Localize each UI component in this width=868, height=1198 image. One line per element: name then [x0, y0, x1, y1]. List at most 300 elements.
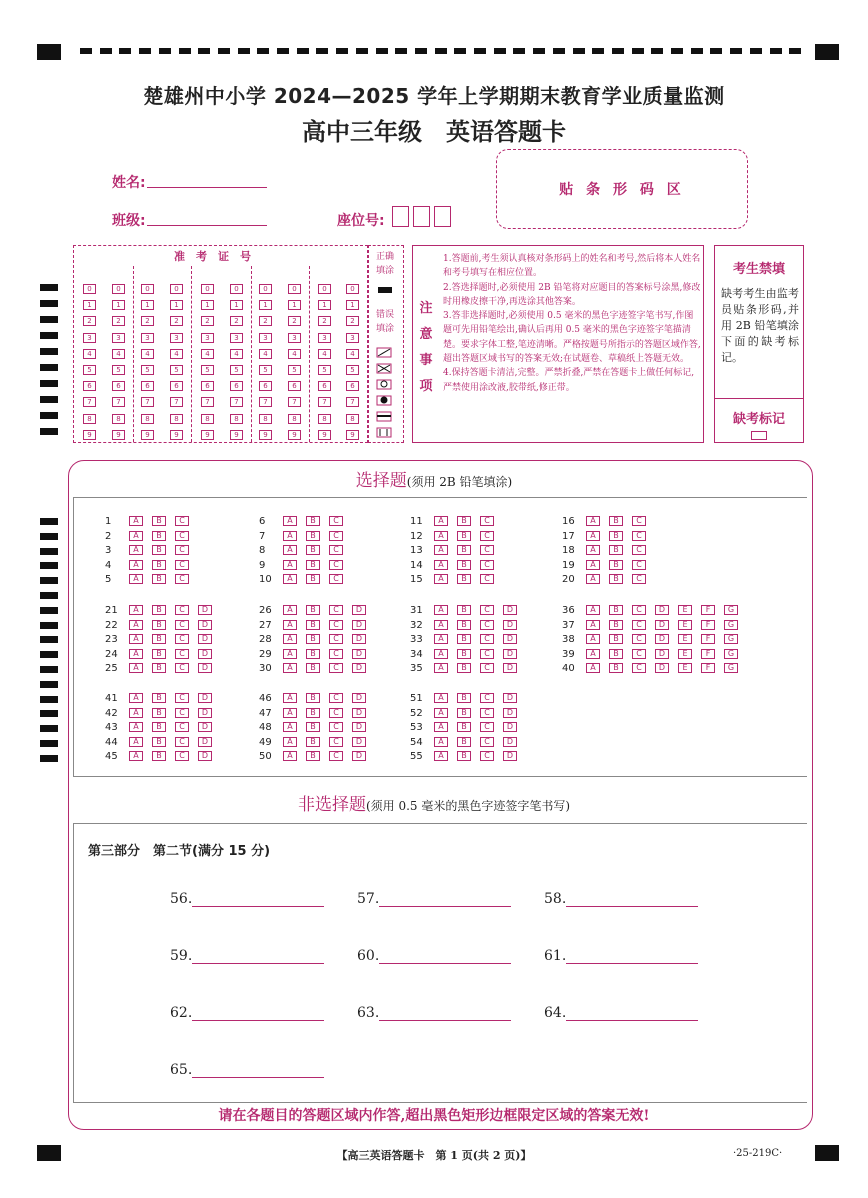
exam-id-bubble[interactable]: 8: [201, 414, 214, 424]
option-bubble-b[interactable]: B: [609, 516, 623, 526]
option-bubble-a[interactable]: A: [129, 737, 143, 747]
option-bubble-a[interactable]: A: [434, 708, 448, 718]
option-bubble-b[interactable]: B: [152, 649, 166, 659]
option-bubble-d[interactable]: D: [198, 649, 212, 659]
option-bubble-b[interactable]: B: [306, 574, 320, 584]
exam-id-bubble[interactable]: 7: [141, 397, 154, 407]
answer-line[interactable]: [566, 1007, 698, 1021]
option-bubble-a[interactable]: A: [586, 545, 600, 555]
answer-line[interactable]: [192, 893, 324, 907]
answer-line[interactable]: [566, 893, 698, 907]
exam-id-bubble[interactable]: 0: [141, 284, 154, 294]
option-bubble-c[interactable]: C: [480, 693, 494, 703]
exam-id-bubble[interactable]: 1: [83, 300, 96, 310]
option-bubble-a[interactable]: A: [129, 693, 143, 703]
option-bubble-b[interactable]: B: [457, 545, 471, 555]
answer-line[interactable]: [379, 1007, 511, 1021]
exam-id-bubble[interactable]: 3: [112, 333, 125, 343]
option-bubble-a[interactable]: A: [434, 751, 448, 761]
exam-id-bubble[interactable]: 5: [170, 365, 183, 375]
exam-id-bubble[interactable]: 4: [201, 349, 214, 359]
option-bubble-e[interactable]: E: [678, 620, 692, 630]
exam-id-bubble[interactable]: 5: [318, 365, 331, 375]
option-bubble-d[interactable]: D: [198, 751, 212, 761]
seat-box-1[interactable]: [392, 206, 409, 227]
option-bubble-c[interactable]: C: [480, 751, 494, 761]
option-bubble-e[interactable]: E: [678, 663, 692, 673]
option-bubble-g[interactable]: G: [724, 634, 738, 644]
option-bubble-e[interactable]: E: [678, 634, 692, 644]
exam-id-bubble[interactable]: 7: [346, 397, 359, 407]
option-bubble-a[interactable]: A: [434, 649, 448, 659]
exam-id-bubble[interactable]: 9: [83, 430, 96, 440]
exam-id-bubble[interactable]: 6: [170, 381, 183, 391]
exam-id-bubble[interactable]: 5: [83, 365, 96, 375]
exam-id-bubble[interactable]: 9: [170, 430, 183, 440]
option-bubble-c[interactable]: C: [480, 545, 494, 555]
option-bubble-b[interactable]: B: [306, 531, 320, 541]
option-bubble-a[interactable]: A: [129, 545, 143, 555]
option-bubble-a[interactable]: A: [434, 634, 448, 644]
option-bubble-d[interactable]: D: [352, 737, 366, 747]
option-bubble-a[interactable]: A: [129, 649, 143, 659]
option-bubble-a[interactable]: A: [434, 663, 448, 673]
option-bubble-d[interactable]: D: [503, 663, 517, 673]
exam-id-bubble[interactable]: 0: [83, 284, 96, 294]
option-bubble-a[interactable]: A: [129, 722, 143, 732]
option-bubble-d[interactable]: D: [503, 708, 517, 718]
exam-id-bubble[interactable]: 4: [141, 349, 154, 359]
exam-id-bubble[interactable]: 7: [259, 397, 272, 407]
option-bubble-g[interactable]: G: [724, 620, 738, 630]
option-bubble-c[interactable]: C: [329, 545, 343, 555]
option-bubble-a[interactable]: A: [129, 605, 143, 615]
exam-id-bubble[interactable]: 8: [288, 414, 301, 424]
exam-id-bubble[interactable]: 0: [259, 284, 272, 294]
option-bubble-b[interactable]: B: [457, 574, 471, 584]
option-bubble-b[interactable]: B: [152, 634, 166, 644]
option-bubble-b[interactable]: B: [306, 516, 320, 526]
option-bubble-b[interactable]: B: [152, 620, 166, 630]
option-bubble-a[interactable]: A: [434, 531, 448, 541]
option-bubble-a[interactable]: A: [129, 516, 143, 526]
exam-id-bubble[interactable]: 0: [230, 284, 243, 294]
option-bubble-b[interactable]: B: [609, 545, 623, 555]
option-bubble-b[interactable]: B: [152, 516, 166, 526]
option-bubble-a[interactable]: A: [434, 693, 448, 703]
option-bubble-d[interactable]: D: [198, 620, 212, 630]
option-bubble-a[interactable]: A: [283, 531, 297, 541]
option-bubble-b[interactable]: B: [152, 663, 166, 673]
exam-id-bubble[interactable]: 0: [201, 284, 214, 294]
option-bubble-a[interactable]: A: [586, 531, 600, 541]
option-bubble-b[interactable]: B: [152, 531, 166, 541]
exam-id-bubble[interactable]: 1: [288, 300, 301, 310]
answer-line[interactable]: [379, 893, 511, 907]
exam-id-bubble[interactable]: 7: [112, 397, 125, 407]
option-bubble-d[interactable]: D: [655, 620, 669, 630]
exam-id-bubble[interactable]: 0: [112, 284, 125, 294]
option-bubble-b[interactable]: B: [457, 516, 471, 526]
exam-id-bubble[interactable]: 8: [346, 414, 359, 424]
exam-id-bubble[interactable]: 6: [141, 381, 154, 391]
option-bubble-a[interactable]: A: [586, 516, 600, 526]
option-bubble-b[interactable]: B: [306, 693, 320, 703]
option-bubble-b[interactable]: B: [609, 663, 623, 673]
name-field[interactable]: [147, 187, 267, 188]
seat-box-2[interactable]: [413, 206, 430, 227]
option-bubble-c[interactable]: C: [175, 634, 189, 644]
exam-id-bubble[interactable]: 2: [318, 316, 331, 326]
exam-id-bubble[interactable]: 7: [170, 397, 183, 407]
option-bubble-d[interactable]: D: [352, 634, 366, 644]
option-bubble-f[interactable]: F: [701, 649, 715, 659]
option-bubble-a[interactable]: A: [434, 605, 448, 615]
option-bubble-d[interactable]: D: [655, 634, 669, 644]
option-bubble-c[interactable]: C: [632, 531, 646, 541]
exam-id-bubble[interactable]: 3: [288, 333, 301, 343]
option-bubble-d[interactable]: D: [655, 649, 669, 659]
exam-id-bubble[interactable]: 4: [346, 349, 359, 359]
option-bubble-d[interactable]: D: [503, 737, 517, 747]
option-bubble-c[interactable]: C: [175, 649, 189, 659]
option-bubble-b[interactable]: B: [609, 649, 623, 659]
option-bubble-a[interactable]: A: [283, 634, 297, 644]
option-bubble-b[interactable]: B: [609, 574, 623, 584]
option-bubble-c[interactable]: C: [329, 751, 343, 761]
option-bubble-b[interactable]: B: [306, 620, 320, 630]
option-bubble-d[interactable]: D: [503, 620, 517, 630]
exam-id-bubble[interactable]: 1: [230, 300, 243, 310]
option-bubble-e[interactable]: E: [678, 649, 692, 659]
exam-id-bubble[interactable]: 2: [259, 316, 272, 326]
exam-id-bubble[interactable]: 6: [318, 381, 331, 391]
exam-id-bubble[interactable]: 8: [230, 414, 243, 424]
exam-id-bubble[interactable]: 2: [83, 316, 96, 326]
option-bubble-a[interactable]: A: [129, 574, 143, 584]
option-bubble-c[interactable]: C: [329, 574, 343, 584]
option-bubble-c[interactable]: C: [175, 531, 189, 541]
option-bubble-d[interactable]: D: [198, 634, 212, 644]
option-bubble-b[interactable]: B: [609, 531, 623, 541]
exam-id-bubble[interactable]: 3: [83, 333, 96, 343]
exam-id-bubble[interactable]: 3: [318, 333, 331, 343]
option-bubble-c[interactable]: C: [175, 722, 189, 732]
exam-id-bubble[interactable]: 6: [346, 381, 359, 391]
option-bubble-a[interactable]: A: [283, 560, 297, 570]
exam-id-bubble[interactable]: 9: [141, 430, 154, 440]
option-bubble-d[interactable]: D: [352, 663, 366, 673]
option-bubble-c[interactable]: C: [329, 649, 343, 659]
exam-id-bubble[interactable]: 0: [288, 284, 301, 294]
option-bubble-c[interactable]: C: [480, 574, 494, 584]
option-bubble-b[interactable]: B: [152, 708, 166, 718]
option-bubble-c[interactable]: C: [480, 560, 494, 570]
option-bubble-a[interactable]: A: [586, 605, 600, 615]
option-bubble-d[interactable]: D: [503, 751, 517, 761]
option-bubble-b[interactable]: B: [152, 574, 166, 584]
exam-id-bubble[interactable]: 4: [288, 349, 301, 359]
exam-id-bubble[interactable]: 4: [259, 349, 272, 359]
option-bubble-c[interactable]: C: [175, 516, 189, 526]
exam-id-bubble[interactable]: 0: [170, 284, 183, 294]
option-bubble-b[interactable]: B: [306, 605, 320, 615]
option-bubble-c[interactable]: C: [329, 693, 343, 703]
exam-id-bubble[interactable]: 9: [288, 430, 301, 440]
option-bubble-c[interactable]: C: [632, 516, 646, 526]
option-bubble-d[interactable]: D: [352, 605, 366, 615]
option-bubble-b[interactable]: B: [609, 634, 623, 644]
option-bubble-b[interactable]: B: [457, 751, 471, 761]
exam-id-bubble[interactable]: 9: [346, 430, 359, 440]
option-bubble-c[interactable]: C: [632, 574, 646, 584]
option-bubble-c[interactable]: C: [329, 620, 343, 630]
option-bubble-c[interactable]: C: [329, 663, 343, 673]
option-bubble-f[interactable]: F: [701, 620, 715, 630]
option-bubble-c[interactable]: C: [175, 545, 189, 555]
option-bubble-b[interactable]: B: [306, 722, 320, 732]
option-bubble-d[interactable]: D: [198, 708, 212, 718]
exam-id-bubble[interactable]: 3: [259, 333, 272, 343]
option-bubble-c[interactable]: C: [632, 545, 646, 555]
option-bubble-d[interactable]: D: [352, 649, 366, 659]
exam-id-bubble[interactable]: 9: [318, 430, 331, 440]
exam-id-bubble[interactable]: 5: [259, 365, 272, 375]
exam-id-bubble[interactable]: 1: [112, 300, 125, 310]
option-bubble-c[interactable]: C: [632, 663, 646, 673]
option-bubble-b[interactable]: B: [609, 620, 623, 630]
exam-id-bubble[interactable]: 1: [141, 300, 154, 310]
option-bubble-a[interactable]: A: [129, 634, 143, 644]
option-bubble-a[interactable]: A: [129, 751, 143, 761]
option-bubble-g[interactable]: G: [724, 605, 738, 615]
option-bubble-c[interactable]: C: [329, 737, 343, 747]
exam-id-bubble[interactable]: 7: [83, 397, 96, 407]
exam-id-bubble[interactable]: 6: [288, 381, 301, 391]
option-bubble-a[interactable]: A: [283, 516, 297, 526]
option-bubble-c[interactable]: C: [632, 649, 646, 659]
option-bubble-b[interactable]: B: [152, 722, 166, 732]
option-bubble-a[interactable]: A: [129, 560, 143, 570]
option-bubble-b[interactable]: B: [306, 560, 320, 570]
answer-line[interactable]: [566, 950, 698, 964]
option-bubble-a[interactable]: A: [283, 574, 297, 584]
exam-id-bubble[interactable]: 8: [170, 414, 183, 424]
exam-id-bubble[interactable]: 7: [230, 397, 243, 407]
option-bubble-b[interactable]: B: [457, 620, 471, 630]
exam-id-bubble[interactable]: 6: [230, 381, 243, 391]
seat-box-3[interactable]: [434, 206, 451, 227]
option-bubble-c[interactable]: C: [480, 620, 494, 630]
option-bubble-c[interactable]: C: [175, 737, 189, 747]
option-bubble-a[interactable]: A: [129, 531, 143, 541]
exam-id-bubble[interactable]: 9: [201, 430, 214, 440]
exam-id-bubble[interactable]: 2: [201, 316, 214, 326]
exam-id-bubble[interactable]: 3: [141, 333, 154, 343]
option-bubble-c[interactable]: C: [480, 516, 494, 526]
exam-id-bubble[interactable]: 9: [230, 430, 243, 440]
exam-id-bubble[interactable]: 1: [318, 300, 331, 310]
exam-id-bubble[interactable]: 5: [346, 365, 359, 375]
exam-id-bubble[interactable]: 1: [259, 300, 272, 310]
option-bubble-d[interactable]: D: [655, 605, 669, 615]
option-bubble-d[interactable]: D: [503, 605, 517, 615]
option-bubble-a[interactable]: A: [434, 574, 448, 584]
exam-id-bubble[interactable]: 0: [318, 284, 331, 294]
option-bubble-c[interactable]: C: [632, 560, 646, 570]
option-bubble-c[interactable]: C: [632, 634, 646, 644]
exam-id-bubble[interactable]: 8: [318, 414, 331, 424]
answer-line[interactable]: [379, 950, 511, 964]
option-bubble-c[interactable]: C: [480, 634, 494, 644]
option-bubble-g[interactable]: G: [724, 663, 738, 673]
option-bubble-d[interactable]: D: [352, 708, 366, 718]
option-bubble-c[interactable]: C: [329, 605, 343, 615]
option-bubble-c[interactable]: C: [480, 531, 494, 541]
option-bubble-b[interactable]: B: [609, 605, 623, 615]
option-bubble-c[interactable]: C: [329, 722, 343, 732]
exam-id-bubble[interactable]: 8: [141, 414, 154, 424]
option-bubble-b[interactable]: B: [457, 531, 471, 541]
option-bubble-a[interactable]: A: [283, 663, 297, 673]
exam-id-bubble[interactable]: 8: [112, 414, 125, 424]
option-bubble-c[interactable]: C: [175, 574, 189, 584]
option-bubble-f[interactable]: F: [701, 605, 715, 615]
option-bubble-c[interactable]: C: [632, 605, 646, 615]
option-bubble-a[interactable]: A: [283, 708, 297, 718]
option-bubble-c[interactable]: C: [175, 693, 189, 703]
option-bubble-b[interactable]: B: [152, 693, 166, 703]
option-bubble-c[interactable]: C: [329, 634, 343, 644]
exam-id-bubble[interactable]: 1: [346, 300, 359, 310]
exam-id-bubble[interactable]: 2: [346, 316, 359, 326]
option-bubble-c[interactable]: C: [480, 649, 494, 659]
option-bubble-c[interactable]: C: [480, 722, 494, 732]
option-bubble-d[interactable]: D: [503, 649, 517, 659]
option-bubble-b[interactable]: B: [152, 605, 166, 615]
option-bubble-a[interactable]: A: [129, 620, 143, 630]
exam-id-bubble[interactable]: 4: [83, 349, 96, 359]
option-bubble-b[interactable]: B: [457, 663, 471, 673]
option-bubble-c[interactable]: C: [175, 620, 189, 630]
answer-line[interactable]: [192, 1064, 324, 1078]
exam-id-bubble[interactable]: 6: [83, 381, 96, 391]
exam-id-bubble[interactable]: 2: [288, 316, 301, 326]
option-bubble-a[interactable]: A: [283, 693, 297, 703]
option-bubble-a[interactable]: A: [434, 545, 448, 555]
exam-id-bubble[interactable]: 1: [170, 300, 183, 310]
option-bubble-a[interactable]: A: [283, 751, 297, 761]
option-bubble-a[interactable]: A: [434, 516, 448, 526]
option-bubble-b[interactable]: B: [457, 649, 471, 659]
option-bubble-b[interactable]: B: [609, 560, 623, 570]
option-bubble-b[interactable]: B: [152, 560, 166, 570]
option-bubble-a[interactable]: A: [586, 560, 600, 570]
option-bubble-a[interactable]: A: [586, 574, 600, 584]
option-bubble-d[interactable]: D: [198, 737, 212, 747]
option-bubble-d[interactable]: D: [503, 693, 517, 703]
option-bubble-b[interactable]: B: [152, 545, 166, 555]
option-bubble-b[interactable]: B: [152, 737, 166, 747]
option-bubble-c[interactable]: C: [175, 708, 189, 718]
exam-id-bubble[interactable]: 7: [201, 397, 214, 407]
exam-id-bubble[interactable]: 5: [141, 365, 154, 375]
option-bubble-b[interactable]: B: [457, 560, 471, 570]
option-bubble-c[interactable]: C: [329, 560, 343, 570]
option-bubble-c[interactable]: C: [480, 737, 494, 747]
option-bubble-b[interactable]: B: [457, 605, 471, 615]
option-bubble-c[interactable]: C: [329, 531, 343, 541]
exam-id-bubble[interactable]: 5: [112, 365, 125, 375]
option-bubble-b[interactable]: B: [306, 737, 320, 747]
exam-id-bubble[interactable]: 4: [170, 349, 183, 359]
exam-id-bubble[interactable]: 3: [170, 333, 183, 343]
option-bubble-c[interactable]: C: [175, 751, 189, 761]
option-bubble-a[interactable]: A: [434, 737, 448, 747]
option-bubble-d[interactable]: D: [352, 751, 366, 761]
option-bubble-b[interactable]: B: [152, 751, 166, 761]
option-bubble-e[interactable]: E: [678, 605, 692, 615]
exam-id-bubble[interactable]: 4: [230, 349, 243, 359]
exam-id-bubble[interactable]: 4: [318, 349, 331, 359]
option-bubble-a[interactable]: A: [586, 663, 600, 673]
option-bubble-b[interactable]: B: [306, 545, 320, 555]
option-bubble-g[interactable]: G: [724, 649, 738, 659]
exam-id-bubble[interactable]: 6: [112, 381, 125, 391]
class-field[interactable]: [147, 225, 267, 226]
option-bubble-c[interactable]: C: [480, 708, 494, 718]
exam-id-bubble[interactable]: 2: [230, 316, 243, 326]
exam-id-bubble[interactable]: 3: [230, 333, 243, 343]
option-bubble-b[interactable]: B: [457, 722, 471, 732]
exam-id-bubble[interactable]: 3: [201, 333, 214, 343]
option-bubble-a[interactable]: A: [283, 605, 297, 615]
exam-id-bubble[interactable]: 5: [230, 365, 243, 375]
option-bubble-a[interactable]: A: [586, 634, 600, 644]
option-bubble-b[interactable]: B: [457, 693, 471, 703]
option-bubble-a[interactable]: A: [283, 737, 297, 747]
option-bubble-b[interactable]: B: [457, 708, 471, 718]
option-bubble-c[interactable]: C: [175, 605, 189, 615]
option-bubble-c[interactable]: C: [480, 605, 494, 615]
option-bubble-a[interactable]: A: [129, 708, 143, 718]
option-bubble-c[interactable]: C: [175, 663, 189, 673]
option-bubble-b[interactable]: B: [457, 634, 471, 644]
exam-id-bubble[interactable]: 6: [259, 381, 272, 391]
exam-id-bubble[interactable]: 8: [259, 414, 272, 424]
option-bubble-d[interactable]: D: [198, 722, 212, 732]
option-bubble-b[interactable]: B: [457, 737, 471, 747]
option-bubble-d[interactable]: D: [352, 620, 366, 630]
option-bubble-f[interactable]: F: [701, 663, 715, 673]
option-bubble-d[interactable]: D: [503, 722, 517, 732]
option-bubble-a[interactable]: A: [283, 649, 297, 659]
option-bubble-a[interactable]: A: [283, 722, 297, 732]
exam-id-bubble[interactable]: 9: [112, 430, 125, 440]
option-bubble-b[interactable]: B: [306, 708, 320, 718]
absent-mark-box[interactable]: [751, 431, 767, 440]
option-bubble-c[interactable]: C: [175, 560, 189, 570]
exam-id-bubble[interactable]: 4: [112, 349, 125, 359]
exam-id-bubble[interactable]: 2: [141, 316, 154, 326]
exam-id-bubble[interactable]: 5: [288, 365, 301, 375]
option-bubble-a[interactable]: A: [586, 620, 600, 630]
option-bubble-d[interactable]: D: [352, 693, 366, 703]
answer-line[interactable]: [192, 950, 324, 964]
option-bubble-d[interactable]: D: [198, 663, 212, 673]
option-bubble-f[interactable]: F: [701, 634, 715, 644]
option-bubble-a[interactable]: A: [129, 663, 143, 673]
